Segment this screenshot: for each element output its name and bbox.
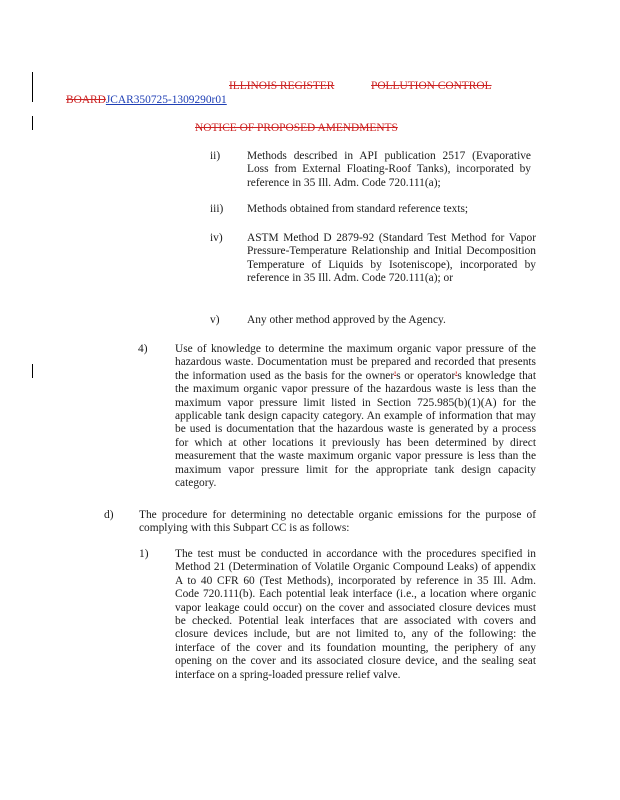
notice-heading: NOTICE OF PROPOSED AMENDMENTS [195,122,398,134]
item-4-text [175,343,536,490]
deleted-apostrophe: ' [394,369,397,382]
item-iii-label: iii) [210,203,224,215]
register-title: ILLINOIS REGISTER [229,80,335,92]
item-d-label: d) [104,509,114,521]
board-line [66,94,227,107]
item-4-text-a: Use of knowledge to determine the maximum organic vapor pressure of the hazardous waste. Documentation must be prepared and recorded that presents the information used as the basis for the owner [175,343,536,382]
revision-bar [32,72,33,102]
item-iii-text: Methods obtained from standard reference texts; [247,203,469,215]
item-iv-label: iv) [210,232,223,244]
item-iv-text: ASTM Method D 2879-92 (Standard Test Method for Vapor Pressure-Temperature Relationship and Initial Decomposition Temperature of Liquids by Isoteniscope), incorporated by reference in 35 Ill. Adm. Code 720.111(a); or [247,232,536,285]
document-id: JCAR350725-1309290r01 [105,94,227,106]
board-title-cont: BOARD [66,94,106,106]
item-ii-text: Methods described in API publication 2517 (Evaporative Loss from External Floating-Roof Tanks), incorporated by reference in 35 Ill. Adm. Code 720.111(a); [247,150,531,189]
item-4-text-b: s or operator [396,369,456,382]
item-1-text: The test must be conducted in accordance with the procedures specified in Method 21 (Determination of Volatile Organic Compound Leaks) of appendix A to 40 CFR 60 (Test Methods), incorporated by reference in 35 Ill. Adm. Code 720.111(b). Each potential leak interface (i.e., a location where organic vapor leakage could occur) on the cover and associated closure devices must be checked. Potential leak interfaces that are associated with covers and closure devices include, but are not limited to, any of the following: the interface of the cover and its foundation mounting, the periphery of any opening on the cover and its associated closure device, and the sealing seat interface on a spring-loaded pressure relief valve. [175,548,536,681]
item-4-text-c: s knowledge that the maximum organic vapor pressure of the hazardous waste is less than the maximum vapor pressure limit listed in Section 725.985(b)(1)(A) for the applicable tank design capacity category. An example of information that may be used is documentation that the hazardous waste is generated by a process for which at other locations it previously has been determined by direct measurement that the waste maximum organic vapor pressure is less than the maximum vapor pressure limit for the appropriate tank design capacity category. [175,369,536,490]
item-d-text: The procedure for determining no detectable organic emissions for the purpose of complying with this Subpart CC is as follows: [139,509,536,535]
item-ii-label: ii) [210,150,221,162]
board-title: POLLUTION CONTROL [371,80,492,92]
revision-bar [32,116,33,130]
item-1-label: 1) [139,548,149,560]
item-v-label: v) [210,314,220,326]
deleted-apostrophe: ' [455,369,458,382]
revision-bar [32,364,33,378]
item-4-label: 4) [138,343,148,355]
item-v-text: Any other method approved by the Agency. [247,314,446,326]
